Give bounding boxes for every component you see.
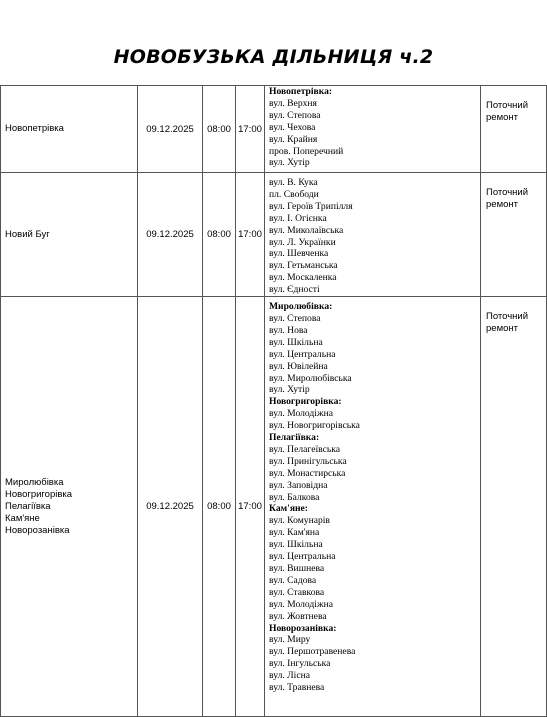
date-cell: 09.12.2025 [138, 86, 203, 173]
page-title: НОВОБУЗЬКА ДІЛЬНИЦЯ ч.2 [113, 46, 434, 68]
street-item: вул. Новогригорівська [269, 420, 360, 432]
schedule-body [1, 86, 547, 717]
end-time-cell: 17:00 [236, 173, 265, 297]
street-item: вул. Нова [269, 324, 308, 336]
street-item: вул. Комунарів [269, 515, 330, 527]
works-type-cell: Поточний ремонт [481, 173, 547, 297]
street-item: вул. Героїв Трипілля [269, 200, 353, 212]
street-item: вул. Принігульська [269, 455, 347, 467]
street-item: вул. Хутір [269, 384, 310, 396]
street-item: вул. Травнева [269, 682, 325, 694]
street-list [265, 86, 480, 169]
street-item: вул. Садова [269, 574, 317, 586]
street-item: вул. Степова [269, 109, 321, 121]
settlement-name: Миролюбівка [5, 476, 64, 488]
settlement-name: Новий Буг [5, 228, 50, 240]
street-item: вул. Ювілейна [269, 360, 328, 372]
settlement-name: Новорозанівка [5, 524, 70, 536]
street-item: вул. Степова [269, 312, 321, 324]
street-item: пл. Свободи [269, 188, 319, 200]
street-item: вул. В. Кука [269, 177, 318, 188]
works-type-cell: Поточний ремонт [481, 86, 547, 173]
street-item: вул. Ставкова [269, 586, 325, 598]
settlement-cell [1, 173, 138, 297]
date-cell: 09.12.2025 [138, 297, 203, 717]
street-item: вул. Монастирська [269, 467, 346, 479]
village-heading: Новопетрівка: [269, 86, 333, 97]
village-heading: Пелагіївка: [269, 432, 320, 444]
start-time-cell: 08:00 [203, 297, 236, 717]
street-item: вул. Лісна [269, 670, 310, 682]
start-time-cell: 08:00 [203, 86, 236, 173]
street-item: вул. Жовтнева [269, 610, 327, 622]
street-list [265, 173, 480, 296]
streets-cell [265, 297, 481, 717]
street-item: вул. Пелагеївська [269, 443, 341, 455]
village-heading: Новогригорівка: [269, 396, 342, 408]
end-time-cell: 17:00 [236, 297, 265, 717]
street-item: вул. Першотравенева [269, 646, 356, 658]
village-heading: Миролюбівка: [269, 301, 333, 313]
street-item: вул. Інгульська [269, 658, 331, 670]
street-item: вул. Крайня [269, 133, 318, 145]
street-item: вул. Молодіжна [269, 408, 333, 420]
street-item: вул. Вишнева [269, 563, 325, 574]
street-item: пров. Поперечний [269, 145, 344, 157]
date-cell: 09.12.2025 [138, 173, 203, 297]
settlement-name: Кам'яне [5, 512, 40, 524]
street-item: вул. Миру [269, 634, 311, 646]
street-item: вул. Москаленка [269, 272, 337, 284]
street-item: вул. Хутір [269, 157, 310, 169]
table-row [1, 297, 547, 717]
settlement-cell [1, 297, 138, 717]
end-time-cell: 17:00 [236, 86, 265, 173]
street-item: вул. Балкова [269, 491, 320, 503]
streets-cell [265, 173, 481, 297]
street-item: вул. Шкільна [269, 539, 323, 551]
street-item: вул. Центральна [269, 348, 336, 360]
settlement-name: Пелагіївка [5, 500, 51, 512]
street-item: вул. Кам'яна [269, 527, 320, 539]
street-item: вул. Л. Українки [269, 236, 336, 248]
schedule-table [0, 85, 547, 717]
settlement-name: Новогригорівка [5, 488, 73, 500]
street-item: вул. Миколаївська [269, 224, 344, 236]
village-heading: Новорозанівка: [269, 622, 337, 634]
works-type-cell: Поточний ремонт [481, 297, 547, 717]
street-item: вул. І. Огієнка [269, 212, 327, 224]
table-row [1, 86, 547, 173]
street-item: вул. Шевченка [269, 248, 329, 260]
village-heading: Кам'яне: [269, 503, 308, 515]
street-item: вул. Миролюбівська [269, 372, 352, 384]
street-item: вул. Центральна [269, 551, 336, 563]
street-item: вул. Шкільна [269, 336, 323, 348]
settlement-cell [1, 86, 138, 173]
table-row [1, 173, 547, 297]
street-item: вул. Заповідна [269, 479, 328, 491]
streets-cell [265, 86, 481, 173]
street-item: вул. Молодіжна [269, 598, 333, 610]
street-item: вул. Єдності [269, 284, 320, 296]
street-list [265, 297, 480, 694]
start-time-cell: 08:00 [203, 173, 236, 297]
street-item: вул. Гетьманська [269, 260, 338, 272]
settlement-name: Новопетрівка [5, 123, 64, 134]
street-item: вул. Чехова [269, 121, 316, 133]
street-item: вул. Верхня [269, 97, 317, 109]
